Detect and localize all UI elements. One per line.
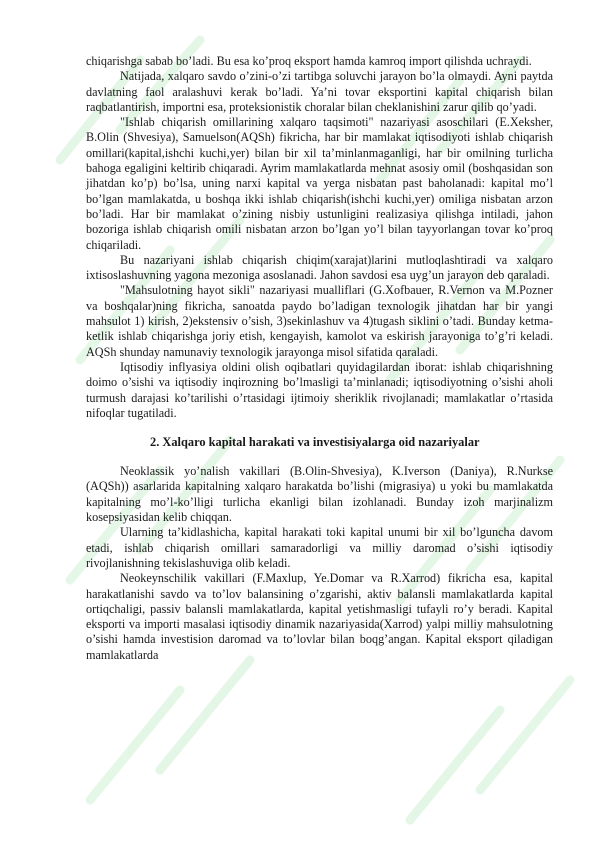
watermark-stroke	[90, 690, 180, 800]
paragraph: Iqtisodiy inflyasiya oldini olish oqibatlari quyidagilardan iborat: ishlab chiqarishning doimo o’sishi va iqtisodiy inqirozning bo’lmasligi ta’minlanadi; iqtisodiyotning o’sishi aholi turmush darajasi ko’tarilishi o’rtasidagi ijtimoiy sheriklik rivojlanadi; mamlakatlar o’rtasida nifoqlar tugatiladi.	[86, 359, 553, 420]
watermark-stroke	[160, 660, 250, 770]
paragraph: Neokeynschilik vakillari (F.Maxlup, Ye.Domar va R.Xarrod) fikricha esa, kapital harakatlanishi savdo va to’lov balansining o’zgarishi, aktiv balansli mamlakatlarda kapital ortiqchaligi, passiv balansli mamlakatlarda, kapital yetishmasligi tufayli ro’y beradi. Kapital eksporti va importi masalasi iqtisodiy dinamik nazariyasida(Xarrod) yalpi milliy mahsulotning o’sishi hamda investision daromad va to’lovlar bilan boqg’angan. Kapital eksport qiladigan mamlakatlarda	[86, 571, 553, 662]
paragraph: chiqarishga sabab bo’ladi. Bu esa ko’proq eksport hamda kamroq import qilishda uchraydi.	[86, 54, 532, 68]
paragraph: "Ishlab chiqarish omillarining xalqaro taqsimoti" nazariyasi asoschilari (E.Xeksher, B.Olin (Shvesiya), Samuelson(AQSh) fikricha, har bir mamlakat iqtisodiyoti ishlab chiqarish omillari(kapital,ishchi kuchi,yer) bilan bir xil ta’minlanmaganligi, har bir omilning turlicha bahoga egaligini keltirib chiqaradi. Ayrim mamlakatlarda mehnat asosiy omil (boshqasidan son jihatdan ko’p) bo’lsa, uning narxi kapital va yerga nisbatan past baholanadi: kapital mo’l bo’lgan mamlakatda, u boshqa ikki ishlab chiqarish(ishchi kuchi,yer) omiliga nisbatan arzon bo’ladi. Har bir mamlakat o’zining nisbiy ustunligini realizasiya qilishga intiladi, jahon bozoriga ishlab chiqarish omili nisbatan arzon bo’lgan yo’l bilan tayyorlangan tovar ko’proq chiqariladi.	[86, 115, 553, 252]
paragraph: "Mahsulotning hayot sikli" nazariyasi mualliflari (G.Xofbauer, R.Vernon va M.Pozner va boshqalar)ning fikricha, sanoatda paydo bo’ladigan texnologik jihatdan har bir yangi mahsulot 1) kirish, 2)ekstensiv o’sish, 3)sekinlashuv va 4)tugash siklini o’tadi. Bunday ketma-ketlik ishlab chiqarishga joriy etish, kengayish, kamolot va eskirish jarayoniga to’g’ri keladi. AQSh shunday namunaviy texnologik jarayonga misol sifatida qaraladi.	[86, 283, 553, 359]
document-page	[86, 54, 553, 663]
paragraph: Natijada, xalqaro savdo o’zini-o’zi tartibga soluvchi jarayon bo’la olmaydi. Ayni paytda davlatning faol aralashuvi kerak bo’ladi. Ya’ni tovar eksportini kapital chiqarish bilan raqbatlantirish, importni esa, proteksionistik choralar bilan cheklanishini zarur qilib qo’yadi.	[86, 69, 553, 114]
paragraph: Bu nazariyani ishlab chiqarish chiqim(xarajat)larini mutloqlashtiradi va xalqaro ixtisoslashuvning yagona mezoniga asoslanadi. Jahon savdosi esa uyg’un jarayon deb qaraladi.	[86, 252, 553, 283]
text-body-before-heading	[86, 54, 553, 421]
paragraph: Ularning ta’kidlashicha, kapital harakati toki kapital unumi bir xil bo’lguncha davom etadi, ishlab chiqarish omillari samaradorligi va milliy daromad o’sishi iqtisodiy rivojlanishning tekislashuviga olib keladi.	[86, 525, 553, 570]
section-heading: 2. Xalqaro kapital harakati va investisiyalarga oid nazariyalar	[150, 435, 480, 450]
watermark-stroke	[480, 680, 570, 790]
paragraph: Neoklassik yo’nalish vakillari (B.Olin-Shvesiya), K.Iverson (Daniya), R.Nurkse (AQSh)) asarlarida kapitalning xalqaro harakatda bo’lishi (migrasiya) u yoki bu mamlakatda kapitalning mo’l-ko’lligi turlicha ekanligi bilan izohlanadi. Bunday izoh marjinalizm kosepsiyasidan kelib chiqqan.	[86, 464, 553, 525]
text-body-after-heading	[86, 464, 553, 663]
watermark-stroke	[410, 710, 500, 820]
